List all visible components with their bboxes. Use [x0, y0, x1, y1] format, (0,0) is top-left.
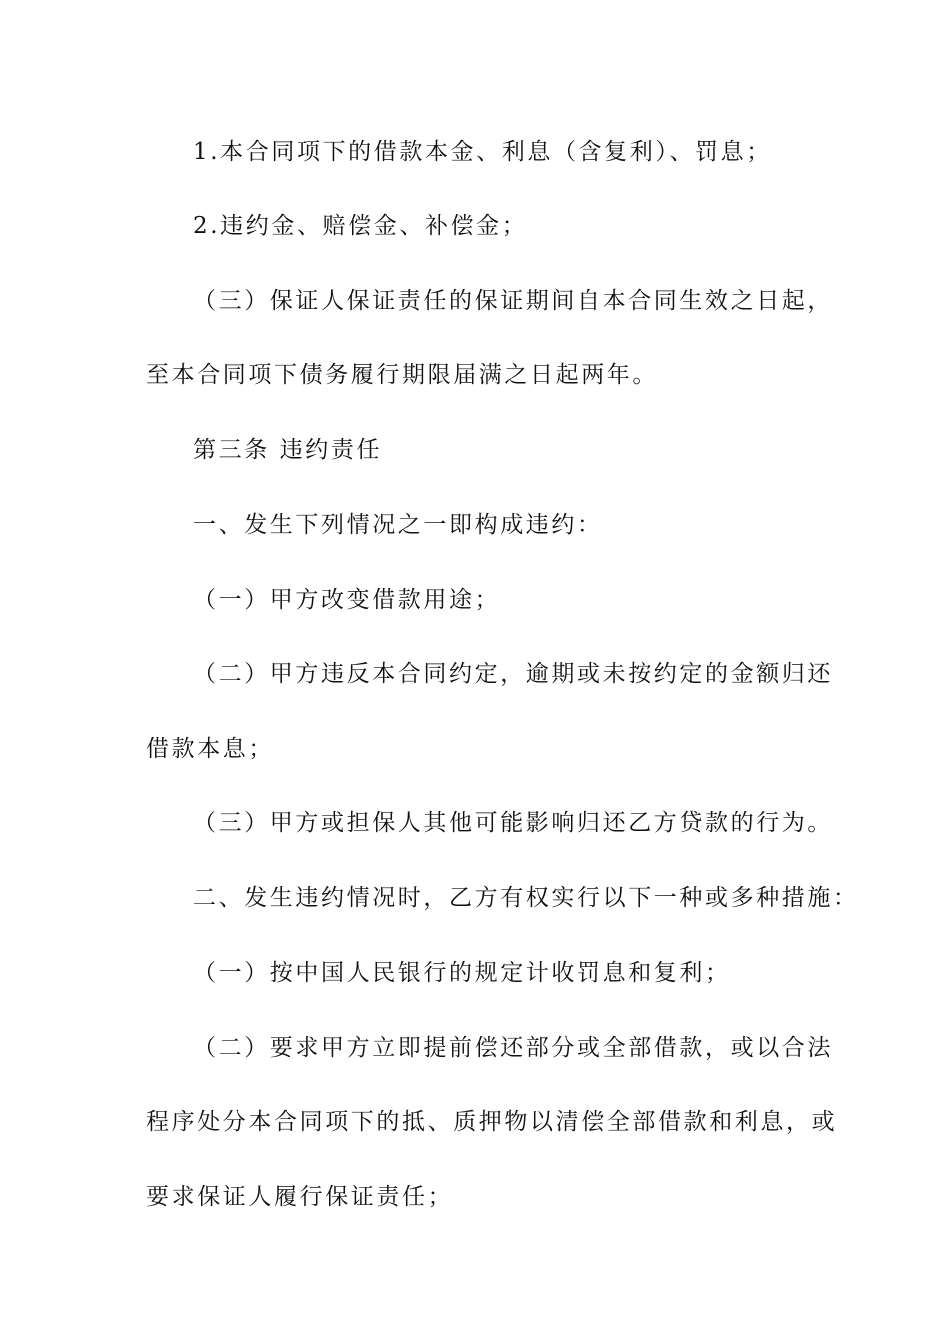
breach-condition-1: （一）甲方改变借款用途； [193, 587, 501, 613]
remedy-1: （一）按中国人民银行的规定计收罚息和复利； [193, 960, 731, 986]
guarantee-period-continuation: 至本合同项下债务履行期限届满之日起两年。 [146, 362, 658, 388]
article-heading: 第三条 违约责任 [193, 437, 383, 463]
remedy-2-continuation-2: 要求保证人履行保证责任； [146, 1184, 454, 1210]
breach-condition-3: （三）甲方或担保人其他可能影响归还乙方贷款的行为。 [193, 810, 833, 836]
remedies-intro: 二、发生违约情况时，乙方有权实行以下一种或多种措施： [193, 885, 859, 911]
clause-item-1: 1.本合同项下的借款本金、利息（含复利）、罚息； [193, 139, 772, 165]
remedy-2-continuation-1: 程序处分本合同项下的抵、质押物以清偿全部借款和利息，或 [146, 1109, 838, 1135]
breach-condition-2: （二）甲方违反本合同约定，逾期或未按约定的金额归还 [193, 661, 833, 687]
breach-conditions-intro: 一、发生下列情况之一即构成违约： [193, 512, 603, 538]
clause-item-2: 2.违约金、赔偿金、补偿金； [193, 213, 528, 239]
guarantee-period-paragraph: （三）保证人保证责任的保证期间自本合同生效之日起， [193, 288, 833, 314]
remedy-2: （二）要求甲方立即提前偿还部分或全部借款，或以合法 [193, 1035, 833, 1061]
breach-condition-2-continuation: 借款本息； [146, 736, 274, 762]
